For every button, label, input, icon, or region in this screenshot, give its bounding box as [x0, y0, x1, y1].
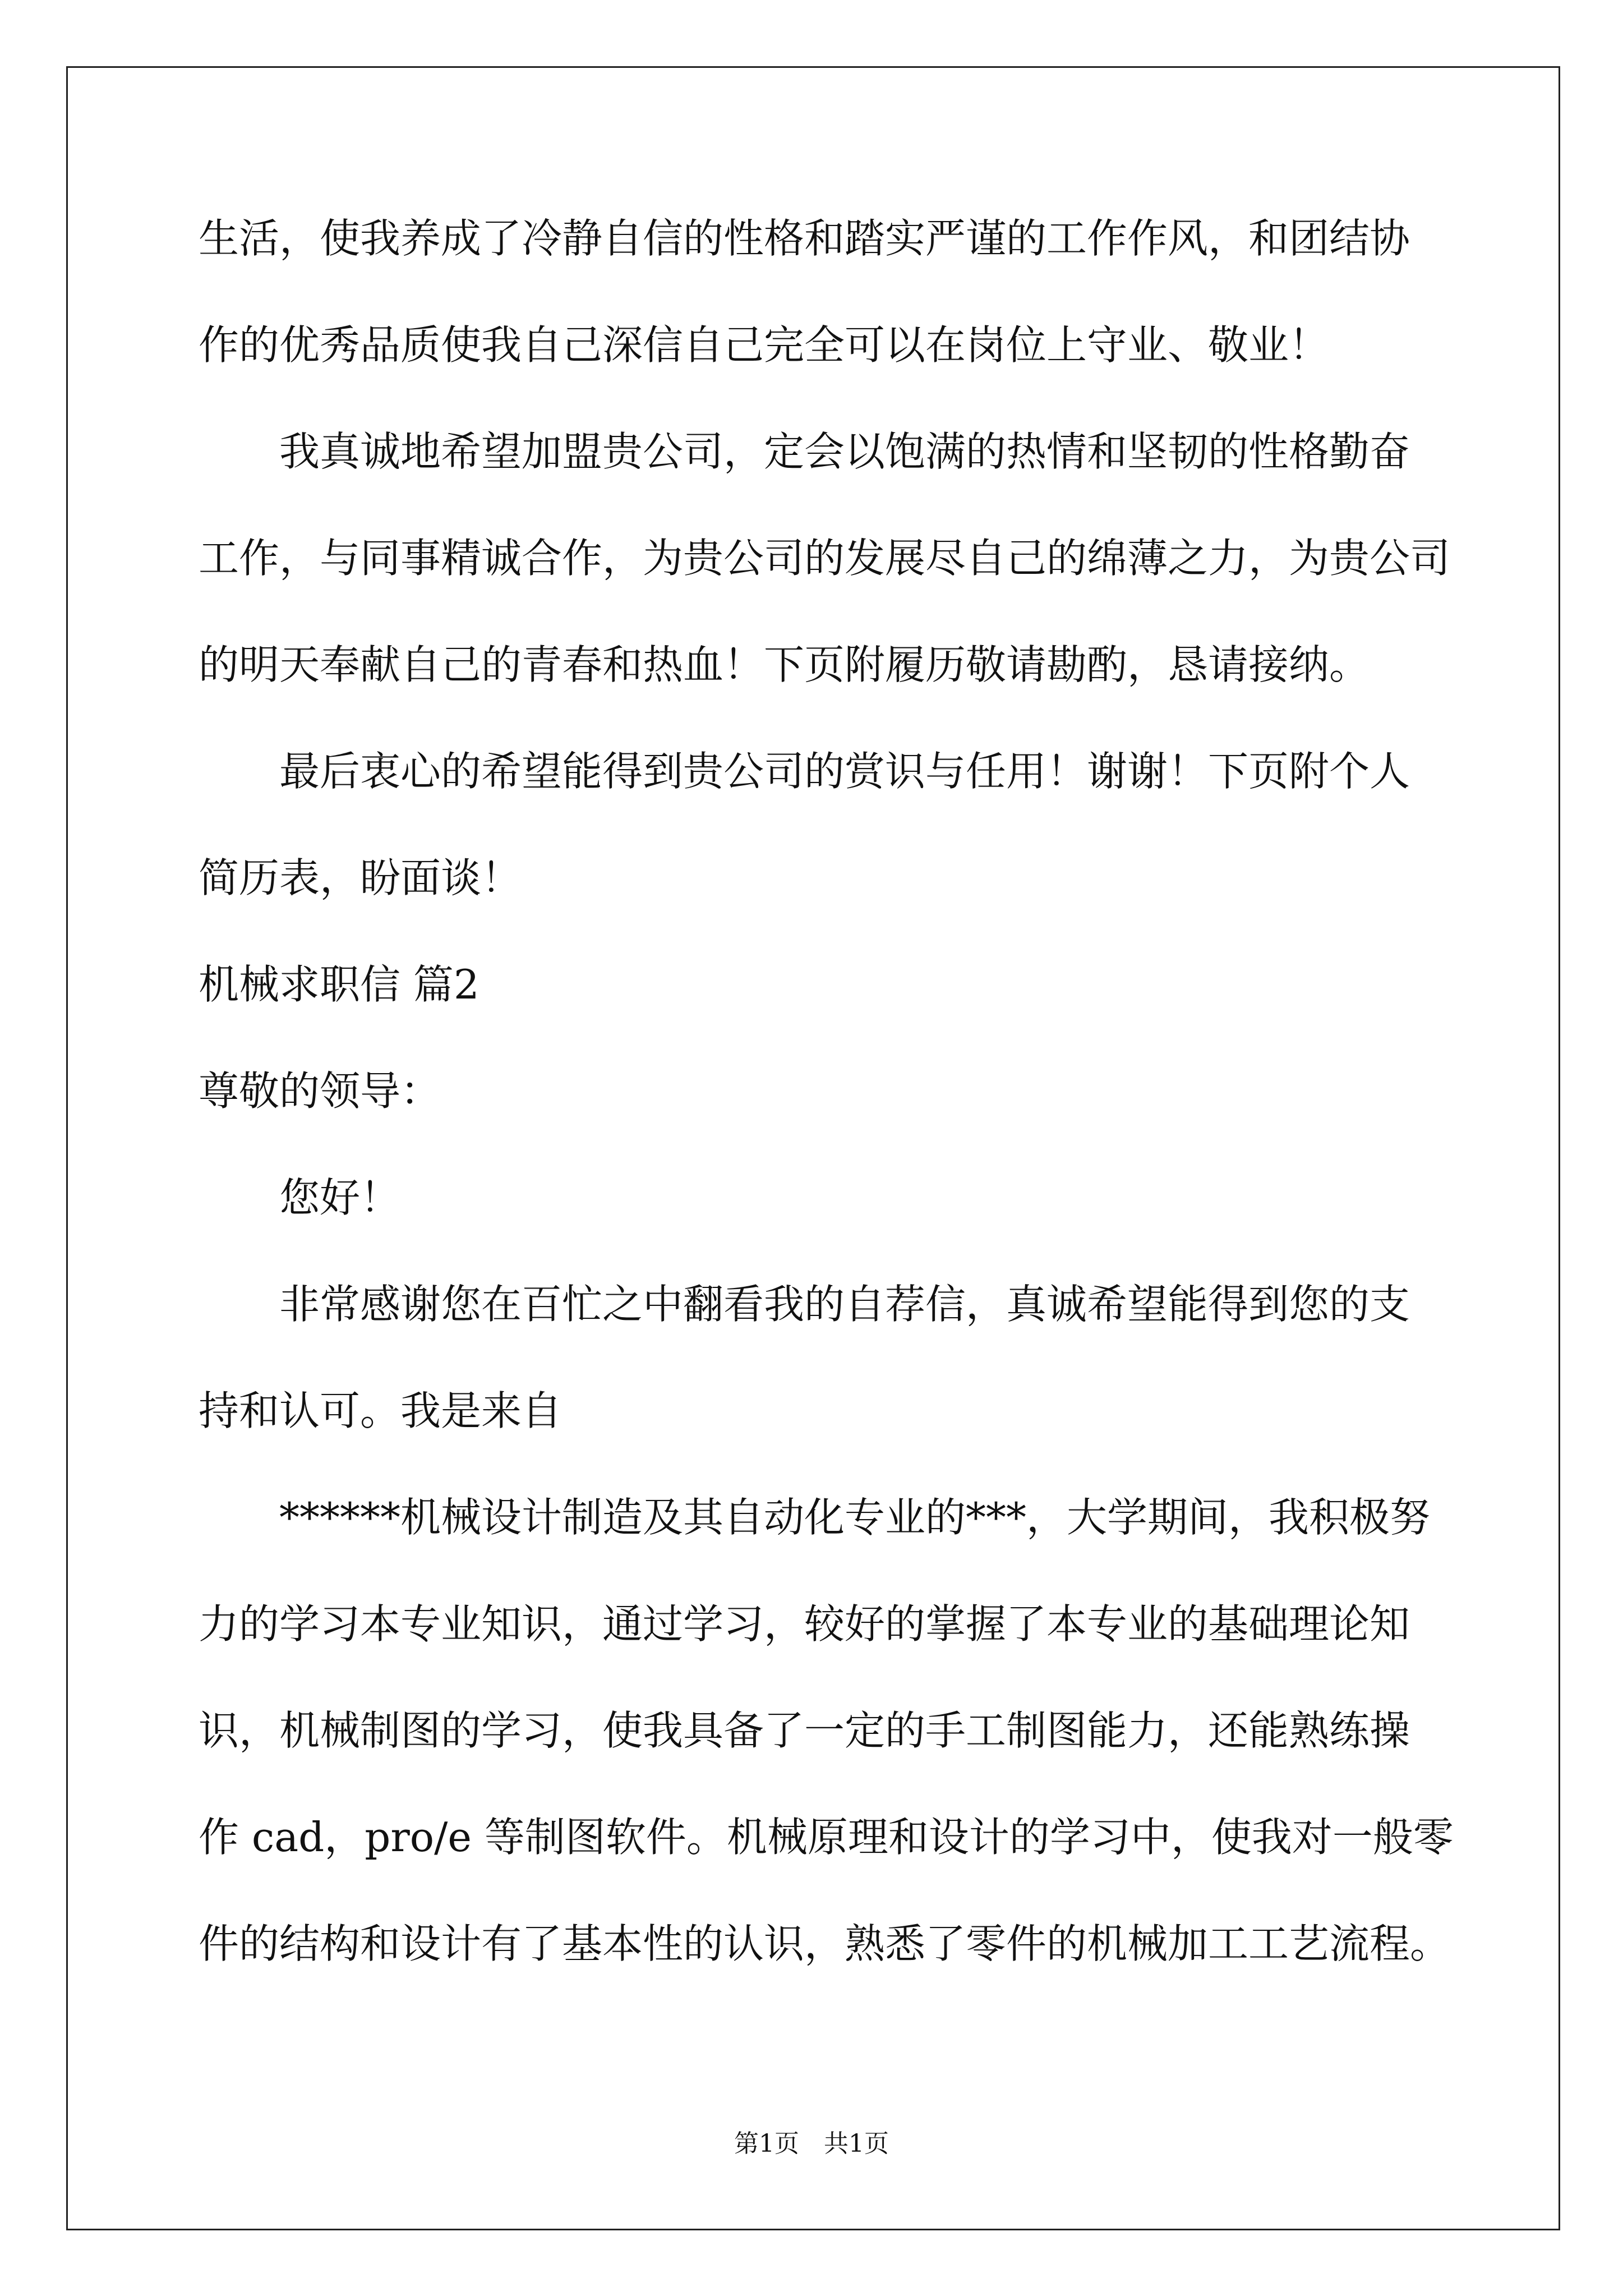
text-line: 非常感谢您在百忙之中翻看我的自荐信，真诚希望能得到您的支: [279, 1281, 1410, 1328]
page-border: [66, 66, 1560, 2230]
salutation: 尊敬的领导：: [199, 1068, 441, 1115]
text-line: 作的优秀品质使我自己深信自己完全可以在岗位上守业、敬业！: [199, 321, 1330, 369]
greeting: 您好！: [279, 1174, 401, 1221]
text-line: 作 cad，pro/e 等制图软件。机械原理和设计的学习中，使我对一般零: [199, 1814, 1454, 1861]
text-line: ******机械设计制造及其自动化专业的***，大学期间，我积极努: [279, 1494, 1431, 1541]
text-line: 简历表，盼面谈！: [199, 854, 522, 901]
text-line: 工作，与同事精诚合作，为贵公司的发展尽自己的绵薄之力，为贵公司: [199, 535, 1451, 582]
text-line: 件的结构和设计有了基本性的认识，熟悉了零件的机械加工工艺流程。: [199, 1920, 1451, 1967]
page-number: 第1页 共1页: [734, 2129, 889, 2158]
text-line: 识，机械制图的学习，使我具备了一定的手工制图能力，还能熟练操: [199, 1707, 1410, 1754]
text-line: 最后衷心的希望能得到贵公司的赏识与任用！谢谢！下页附个人: [279, 748, 1410, 795]
text-line: 生活，使我养成了冷静自信的性格和踏实严谨的工作作风，和团结协: [199, 215, 1410, 262]
text-line: 我真诚地希望加盟贵公司，定会以饱满的热情和坚韧的性格勤奋: [279, 428, 1410, 475]
text-line: 持和认可。我是来自: [199, 1387, 562, 1434]
text-line: 的明天奉献自己的青春和热血！下页附履历敬请勘酌，恳请接纳。: [199, 641, 1370, 688]
text-line: 力的学习本专业知识，通过学习，较好的掌握了本专业的基础理论知: [199, 1600, 1410, 1648]
section-heading: 机械求职信 篇2: [199, 961, 479, 1008]
